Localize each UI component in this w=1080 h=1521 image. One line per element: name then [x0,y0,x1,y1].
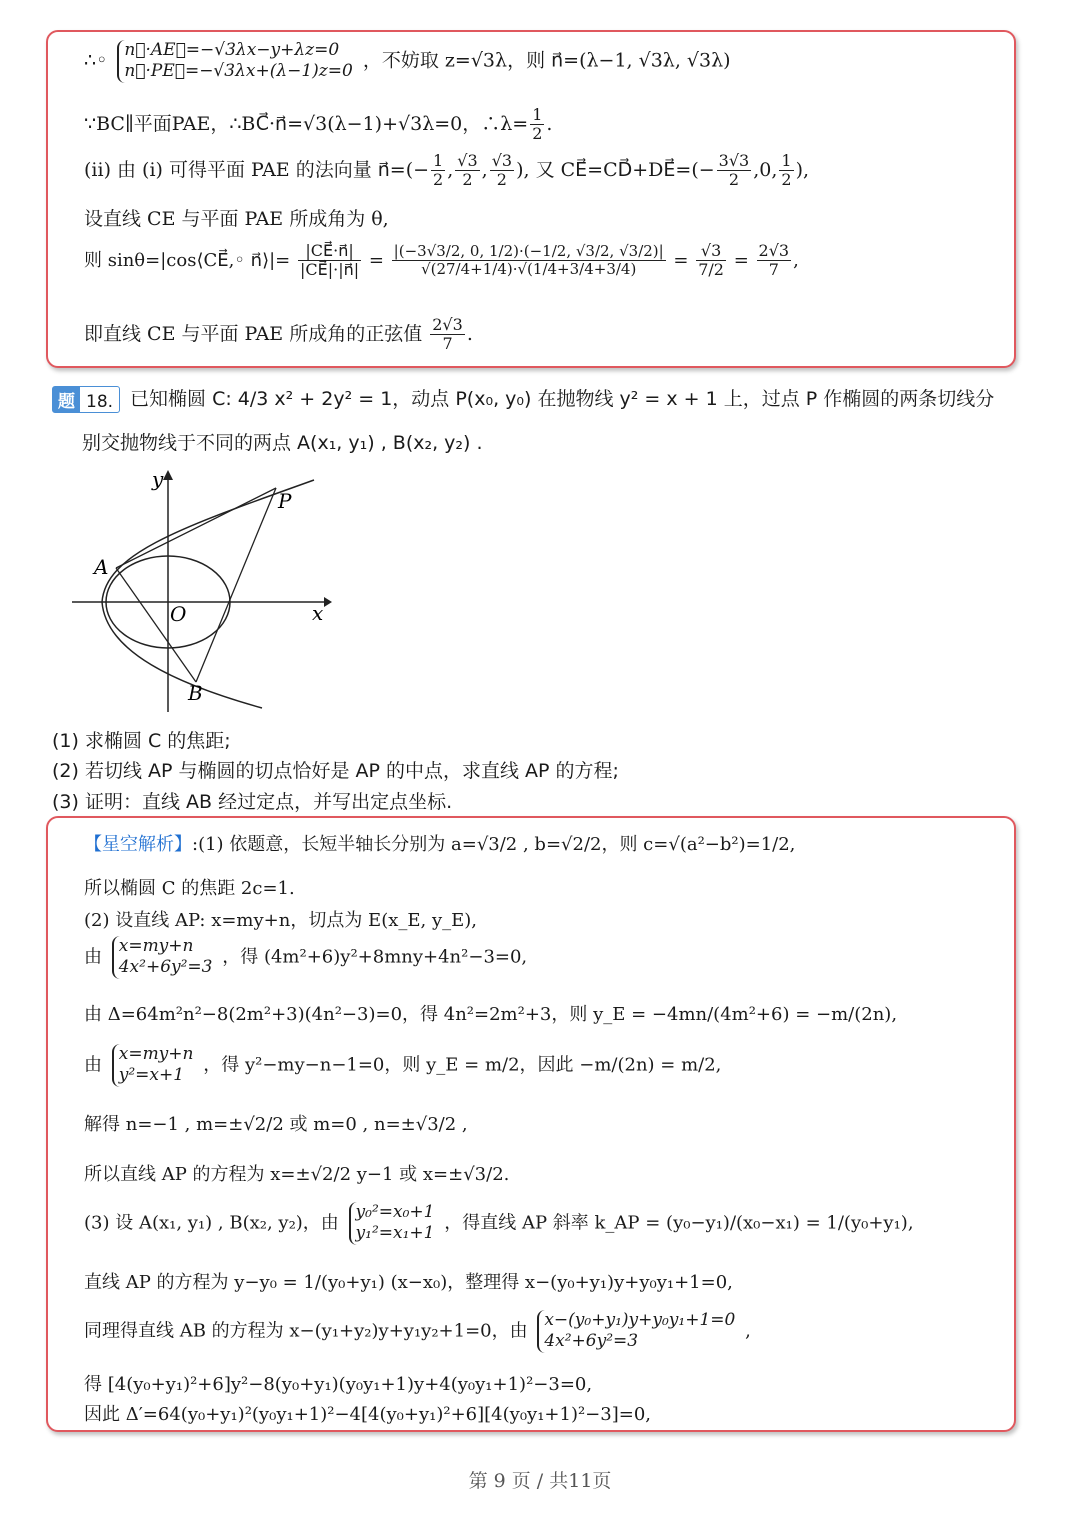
solution-line-4: 设直线 CE 与平面 PAE 所成角为 θ, [84,208,389,230]
therefore-symbol: ∴◦ [84,49,108,72]
tangent-ap [116,488,276,568]
answer-line-4: 由 x=my+n 4x²+6y²=3 ，得 (4m²+6)y²+8mny+4n²−3=0, [84,936,528,978]
solution-line-5: 则 sinθ=|cos⟨CE⃗,◦ n⃗⟩|= $\frac{|CE⃗\cdot n⃗|}{|CE⃗|\cdot|n⃗|}$ = $\frac{|(-3√3/2, 0, 1/2)\cdot(-1/2, √3/2, √3/2)|}{√(27/4+1/4)\cdot√(1/4+3/4+3/4)}$ = $\frac{√3}{7/2}$ = $\frac{2√3}{7}$ , [84,241,799,280]
label-o: O [170,602,187,626]
cos-fraction: $\frac{|CE⃗\cdot n⃗|}{|CE⃗|\cdot|n⃗|}$ [300,241,360,280]
answer-line-7: 解得 n=−1 , m=±√2/2 或 m=0 , n=±√3/2 , [84,1114,468,1135]
sub-question-3: (3) 证明：直线 AB 经过定点，并写出定点坐标. [52,791,453,813]
answer-line-13: 因此 Δ′=64(y₀+y₁)²(y₀y₁+1)²−4[4(y₀+y₁)²+6][4(y₀y₁+1)²−3]=0, [84,1404,651,1425]
label-x: x [312,601,324,625]
answer-line-8: 所以直线 AP 的方程为 x=±√2/2 y−1 或 x=±√3/2. [84,1164,510,1185]
label-y: y [152,467,164,491]
solution-box-top [46,30,1016,368]
answer-line-6: 由 x=my+n y²=x+1 ，得 y²−my−n−1=0，则 y_E = m/2，因此 −m/(2n) = m/2, [84,1044,722,1086]
solution-text: ，不妨取 z=√3λ，则 n⃗=(λ−1, √3λ, √3λ) [362,49,731,72]
equation-system: x−(y₀+y₁)y+y₀y₁+1=0 4x²+6y²=3 [537,1310,735,1353]
equation-system: n⃗·AE⃗=−√3λx−y+λz=0 n⃗·PE⃗=−√3λx+(λ−1)z=0 [117,40,352,83]
answer-line-1: 【星空解析】:(1) 依题意，长短半轴长分别为 a=√3/2 , b=√2/2，则 c=√(a²−b²)=1/2, [84,834,796,855]
answer-line-3: (2) 设直线 AP: x=my+n，切点为 E(x_E, y_E), [84,910,478,931]
question-badge: 题 18. [52,386,120,413]
question-18-line-1: 题 18. 已知椭圆 C: 4/3 x² + 2y² = 1，动点 P(x₀, y₀) 在抛物线 y² = x + 1 上，过点 P 作椭圆的两条切线分 [52,384,994,413]
label-b: B [188,681,203,705]
value-fraction: $\frac{|(-3√3/2, 0, 1/2)\cdot(-1/2, √3/2, √3/2)|}{√(27/4+1/4)\cdot√(1/4+3/4+3/4)}$ [393,242,664,279]
label-p: P [278,489,292,513]
equation-system: y₀²=x₀+1 y₁²=x₁+1 [349,1202,435,1245]
sub-question-1: (1) 求椭圆 C 的焦距; [52,730,231,752]
solution-line-2: ∵BC∥平面PAE，∴BC⃗·n⃗=√3(λ−1)+√3λ=0，∴λ= $\frac{1}{2}$ . [84,105,553,144]
answer-line-9: (3) 设 A(x₁, y₁) , B(x₂, y₂)，由 y₀²=x₀+1 y₁²=x₁+1 ，得直线 AP 斜率 k_AP = (y₀−y₁)/(x₀−x₁) = 1/(y₀+y₁), [84,1202,914,1244]
y-axis-arrow [163,470,173,480]
ellipse-parabola-figure [66,466,336,716]
x-axis-arrow [324,597,332,607]
solution-line-6: 即直线 CE 与平面 PAE 所成角的正弦值 $\frac{2√3}{7}$ . [84,315,473,354]
answer-line-10: 直线 AP 的方程为 y−y₀ = 1/(y₀+y₁) (x−x₀)，整理得 x−(y₀+y₁)y+y₀y₁+1=0, [84,1272,733,1293]
answer-line-12: 得 [4(y₀+y₁)²+6]y²−8(y₀+y₁)(y₀y₁+1)y+4(y₀y₁+1)²−3=0, [84,1374,593,1395]
analysis-tag: 【星空解析】 [84,834,192,855]
question-18-line-2: 别交抛物线于不同的两点 A(x₁, y₁) , B(x₂, y₂) . [82,432,483,454]
solution-line-3: (ii) 由 (i) 可得平面 PAE 的法向量 n⃗=(− $\frac{1}{2}$ , $\frac{√3}{2}$ , $\frac{√3}{2}$ ), 又 CE⃗=CD⃗+DE⃗=(− $\frac{3√3}{2}$ ,0, $\frac{1}{2}$ ), [84,151,810,190]
solution-line-1 [84,40,731,83]
fraction: $\frac{1}{2}$ [532,105,543,144]
answer-line-5: 由 Δ=64m²n²−8(2m²+3)(4n²−3)=0，得 4n²=2m²+3，则 y_E = −4mn/(4m²+6) = −m/(2n), [84,1004,898,1025]
label-a: A [94,555,109,579]
equation-system: x=my+n 4x²+6y²=3 [112,936,213,979]
answer-line-2: 所以椭圆 C 的焦距 2c=1. [84,878,295,899]
page-footer: 第 9 页 / 共11页 [468,1470,612,1492]
equation-system: x=my+n y²=x+1 [112,1044,194,1087]
tangent-bp [196,488,276,682]
sub-question-2: (2) 若切线 AP 与椭圆的切点恰好是 AP 的中点，求直线 AP 的方程; [52,760,619,782]
answer-line-11: 同理得直线 AB 的方程为 x−(y₁+y₂)y+y₁y₂+1=0，由 x−(y₀+y₁)y+y₀y₁+1=0 4x²+6y²=3 , [84,1310,751,1352]
solution-box-bottom [46,816,1016,1432]
